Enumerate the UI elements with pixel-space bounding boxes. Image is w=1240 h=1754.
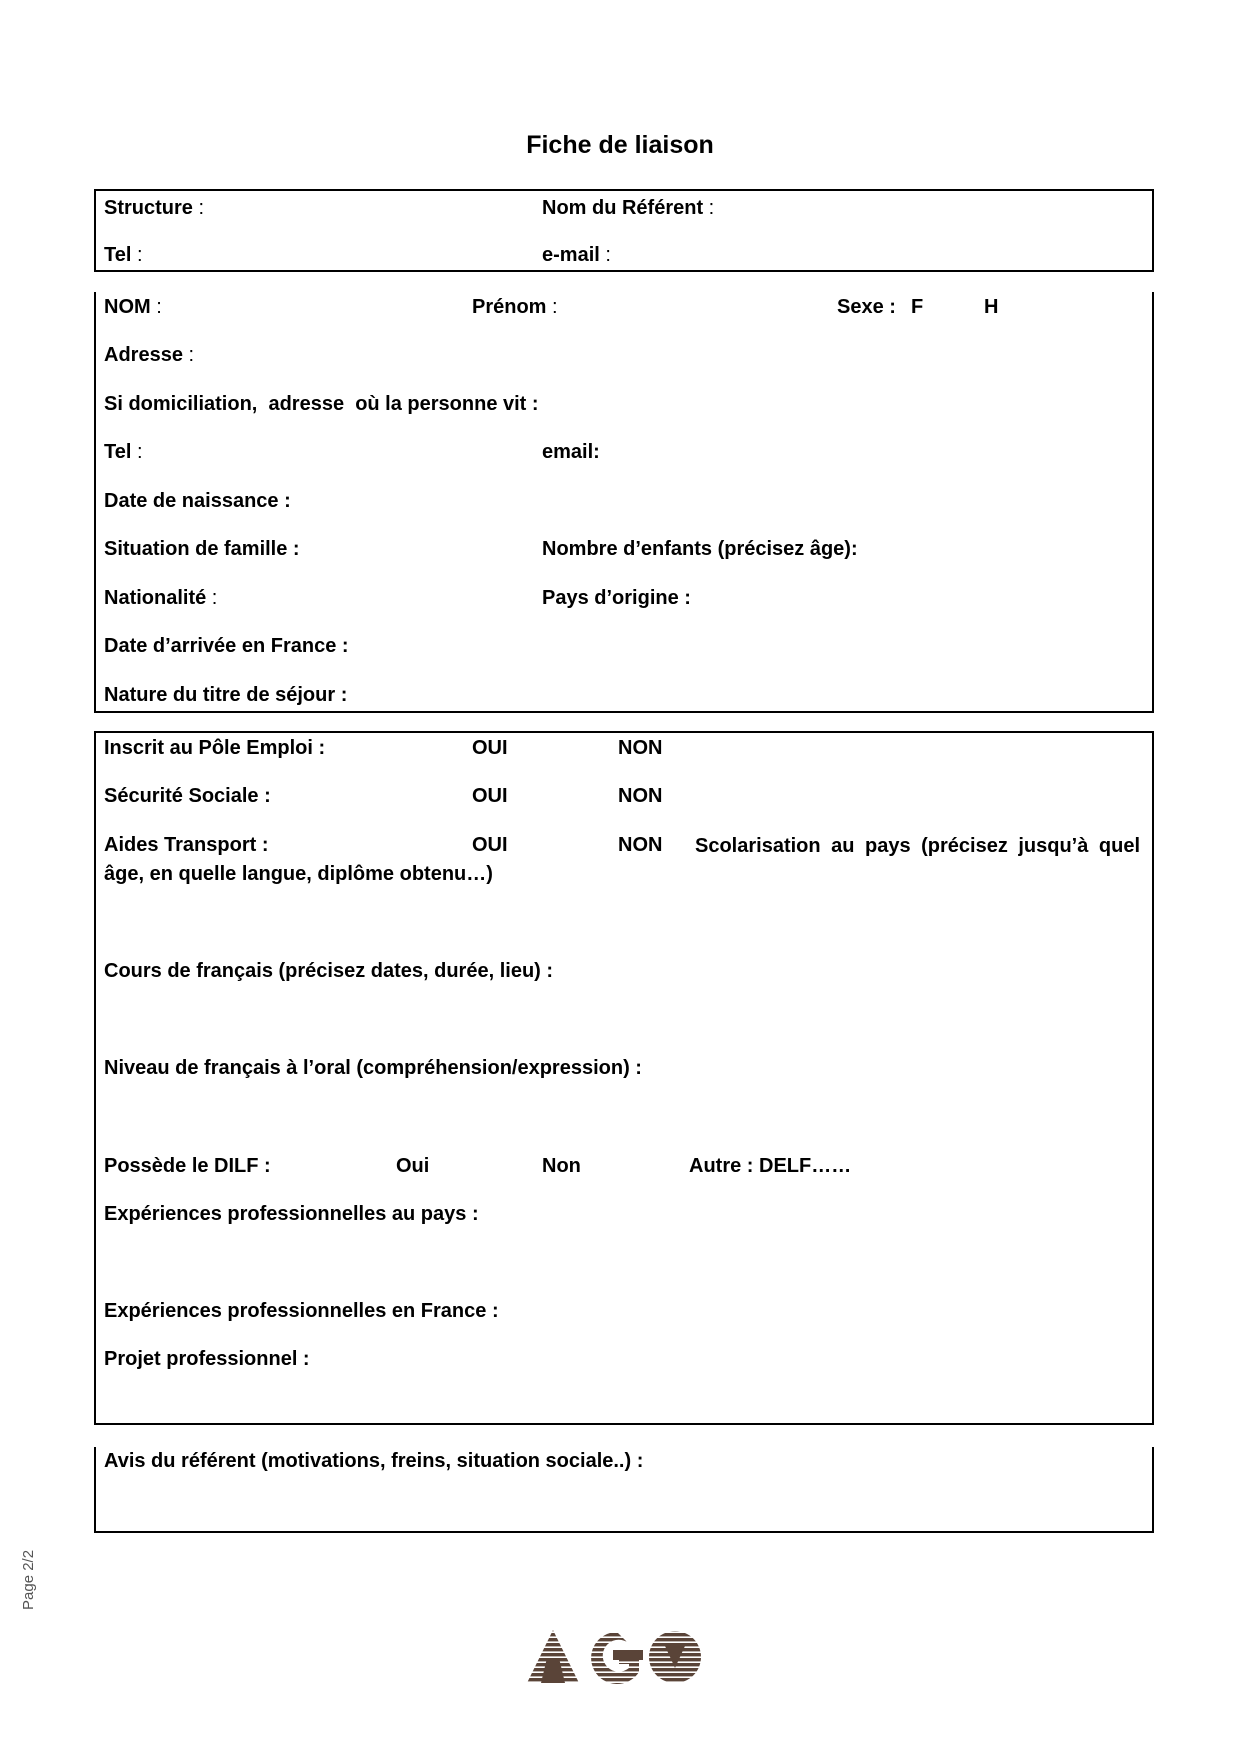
pays-origine-label: Pays d’origine : — [542, 587, 691, 609]
date-arrivee-label: Date d’arrivée en France : — [104, 635, 349, 657]
scolarisation-label: Scolarisation au pays (précisez jusqu’à quel âge, en quelle langue, diplôme obtenu…) — [104, 835, 1140, 885]
securite-sociale-label: Sécurité Sociale : — [104, 785, 271, 807]
dilf-non: Non — [542, 1155, 581, 1177]
prenom-label: Prénom : — [472, 296, 558, 318]
avis-label: Avis du référent (motivations, freins, situation sociale..) : — [104, 1450, 644, 1472]
dilf-oui: Oui — [396, 1155, 430, 1177]
projet-label: Projet professionnel : — [104, 1348, 310, 1370]
referent-section — [94, 189, 1154, 272]
titre-sejour-label: Nature du titre de séjour : — [104, 684, 348, 706]
sexe-h-option: H — [984, 296, 999, 318]
nombre-enfants-label: Nombre d’enfants (précisez âge): — [542, 538, 858, 560]
date-naissance-label: Date de naissance : — [104, 490, 291, 512]
pole-emploi-label: Inscrit au Pôle Emploi : — [104, 737, 326, 759]
sexe-label: Sexe : — [837, 296, 896, 318]
adresse-label: Adresse : — [104, 344, 195, 366]
nationalite-label: Nationalité : — [104, 587, 218, 609]
ago-logo — [527, 1628, 703, 1689]
dilf-label: Possède le DILF : — [104, 1155, 271, 1177]
securite-sociale-oui: OUI — [472, 785, 508, 807]
domiciliation-label: Si domiciliation, adresse où la personne vit : — [104, 393, 539, 415]
person-tel-label: Tel : — [104, 441, 143, 463]
pole-emploi-non: NON — [618, 737, 663, 759]
dilf-autre: Autre : DELF…… — [689, 1155, 852, 1177]
structure-label: Structure : — [104, 197, 205, 219]
career-section — [94, 731, 1154, 1425]
aides-transport-label: Aides Transport : — [104, 834, 269, 856]
opinion-section — [94, 1447, 1154, 1533]
nom-label: NOM : — [104, 296, 162, 318]
situation-famille-label: Situation de famille : — [104, 538, 300, 560]
referent-tel-label: Tel : — [104, 244, 143, 266]
cours-francais-label: Cours de français (précisez dates, durée, lieu) : — [104, 960, 554, 982]
aides-transport-non: NON — [618, 834, 663, 856]
pole-emploi-oui: OUI — [472, 737, 508, 759]
aides-transport-oui: OUI — [472, 834, 508, 856]
person-email-label: email: — [542, 441, 600, 463]
logo-icon — [527, 1628, 703, 1684]
page-number: Page 2/2 — [20, 1549, 37, 1610]
sexe-f-option: F — [911, 296, 924, 318]
securite-sociale-non: NON — [618, 785, 663, 807]
referent-email-label: e-mail : — [542, 244, 611, 266]
niveau-oral-label: Niveau de français à l’oral (compréhension/expression) : — [104, 1057, 642, 1079]
person-section — [94, 292, 1154, 713]
referent-name-label: Nom du Référent : — [542, 197, 715, 219]
exp-pays-label: Expériences professionnelles au pays : — [104, 1203, 479, 1225]
exp-france-label: Expériences professionnelles en France : — [104, 1300, 499, 1322]
page-title: Fiche de liaison — [526, 131, 714, 159]
